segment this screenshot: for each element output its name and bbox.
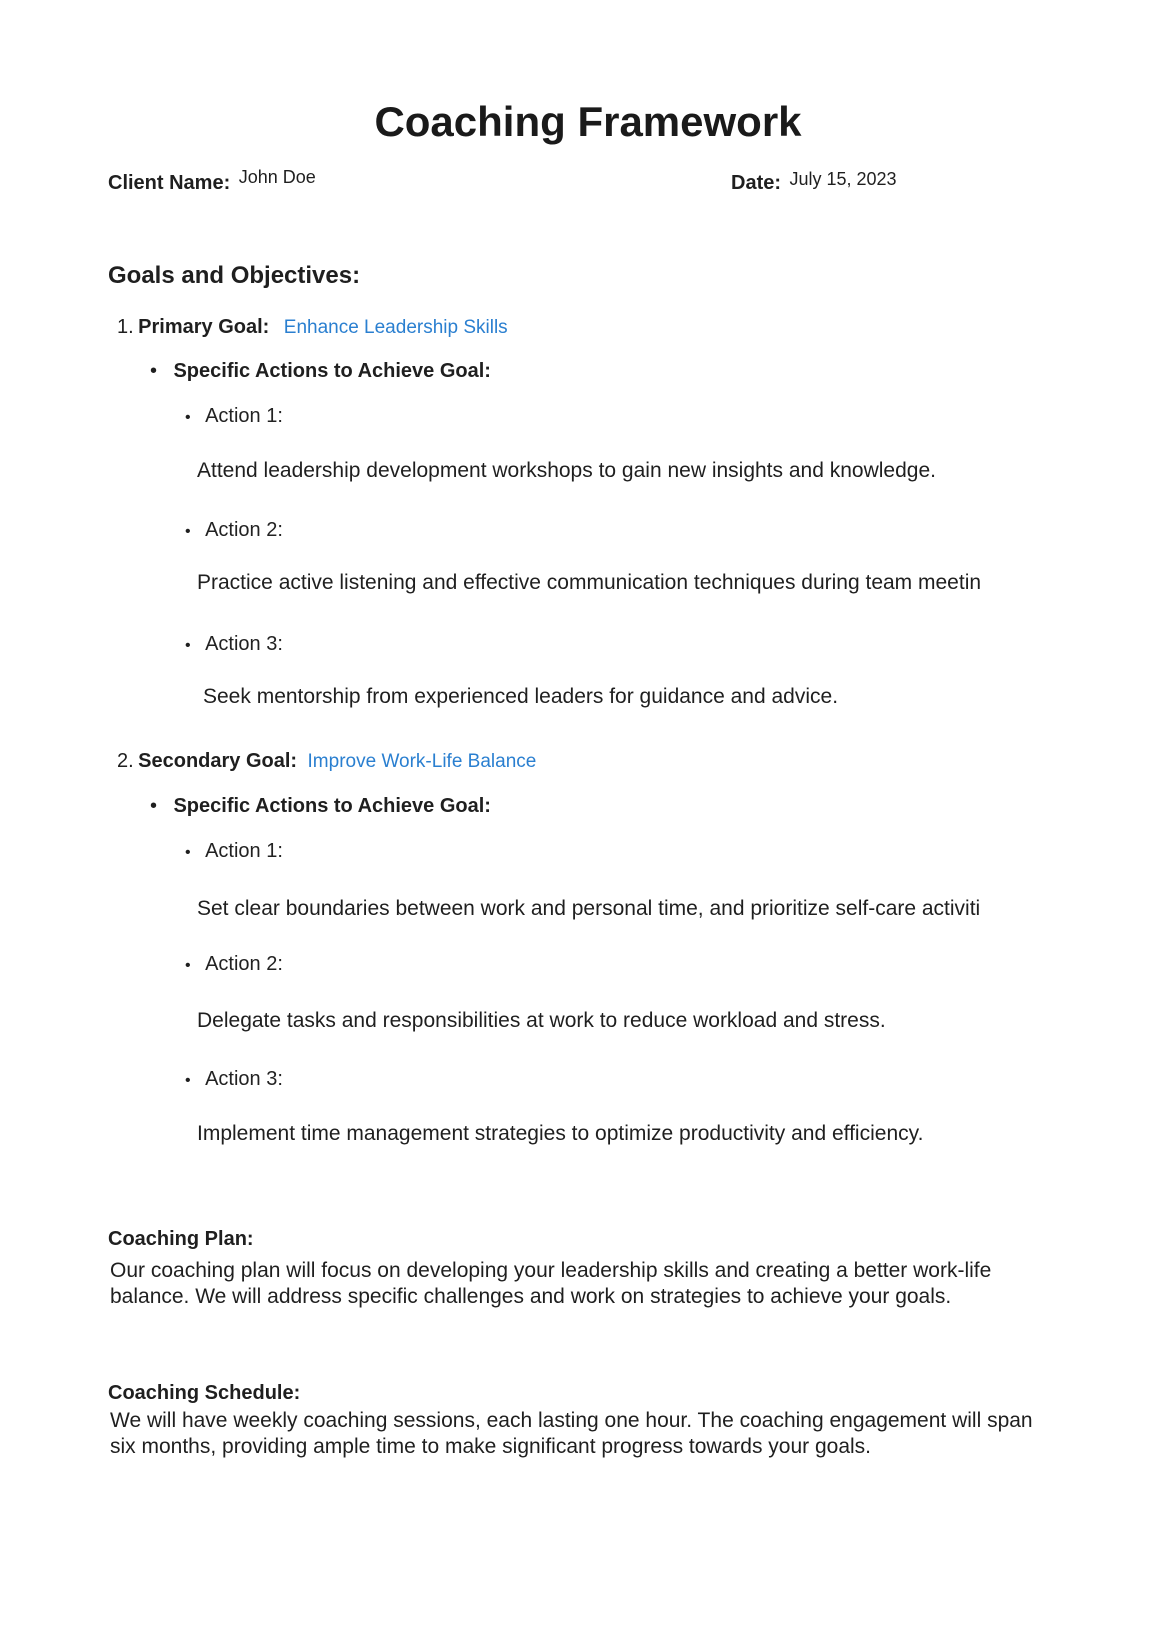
- bullet-icon: •: [150, 795, 158, 817]
- bullet-icon: •: [185, 523, 191, 540]
- coaching-plan-heading: Coaching Plan:: [108, 1228, 254, 1250]
- bullet-icon: •: [185, 409, 191, 426]
- goal-value: Improve Work-Life Balance: [307, 751, 537, 772]
- goal-value: Enhance Leadership Skills: [283, 317, 508, 338]
- coaching-schedule-text: We will have weekly coaching sessions, each lasting one hour. The coaching engagement will span six months, providing ample time to make significant progress towards your goals.: [110, 1409, 1033, 1458]
- bullet-icon: •: [185, 637, 191, 654]
- action-item: • Action 1:: [185, 840, 283, 862]
- coaching-schedule-heading: Coaching Schedule:: [108, 1382, 301, 1404]
- action-item: • Action 1:: [185, 405, 283, 427]
- goal-label: Primary Goal:: [138, 316, 270, 338]
- goals-heading: Goals and Objectives:: [108, 262, 361, 289]
- action-description: Implement time management strategies to optimize productivity and efficiency.: [197, 1122, 924, 1145]
- bullet-icon: •: [185, 957, 191, 974]
- client-name-value: John Doe: [238, 167, 316, 187]
- goal-secondary: [117, 750, 536, 773]
- action-description: Set clear boundaries between work and personal time, and prioritize self-care activiti: [197, 897, 981, 920]
- bullet-icon: •: [185, 1072, 191, 1089]
- goal-label: Secondary Goal:: [138, 750, 298, 772]
- goal-primary: [117, 316, 508, 339]
- action-item: • Action 3:: [185, 1068, 283, 1090]
- actions-heading: • Specific Actions to Achieve Goal:: [150, 795, 491, 817]
- actions-heading: • Specific Actions to Achieve Goal:: [150, 360, 491, 382]
- bullet-icon: •: [185, 844, 191, 861]
- action-item: • Action 2:: [185, 953, 283, 975]
- goal-number: 2.: [117, 750, 134, 772]
- action-description: Attend leadership development workshops to gain new insights and knowledge.: [197, 459, 936, 482]
- date-value: July 15, 2023: [789, 169, 897, 189]
- bullet-icon: •: [150, 360, 158, 382]
- page-title: Coaching Framework: [374, 98, 802, 145]
- goal-number: 1.: [117, 316, 134, 338]
- client-name-label: Client Name:: [108, 172, 231, 194]
- action-description: Delegate tasks and responsibilities at work to reduce workload and stress.: [197, 1009, 886, 1032]
- action-description: Seek mentorship from experienced leaders for guidance and advice.: [203, 685, 839, 708]
- action-item: • Action 2:: [185, 519, 283, 541]
- action-item: • Action 3:: [185, 633, 283, 655]
- action-description: Practice active listening and effective communication techniques during team meetin: [197, 571, 982, 594]
- date-field: [731, 169, 897, 195]
- coaching-plan-text: Our coaching plan will focus on developing your leadership skills and creating a better work-life balance. We will address specific challenges and work on strategies to achieve your goals.: [110, 1259, 992, 1308]
- date-label: Date:: [731, 172, 782, 194]
- client-name-field: [108, 167, 316, 195]
